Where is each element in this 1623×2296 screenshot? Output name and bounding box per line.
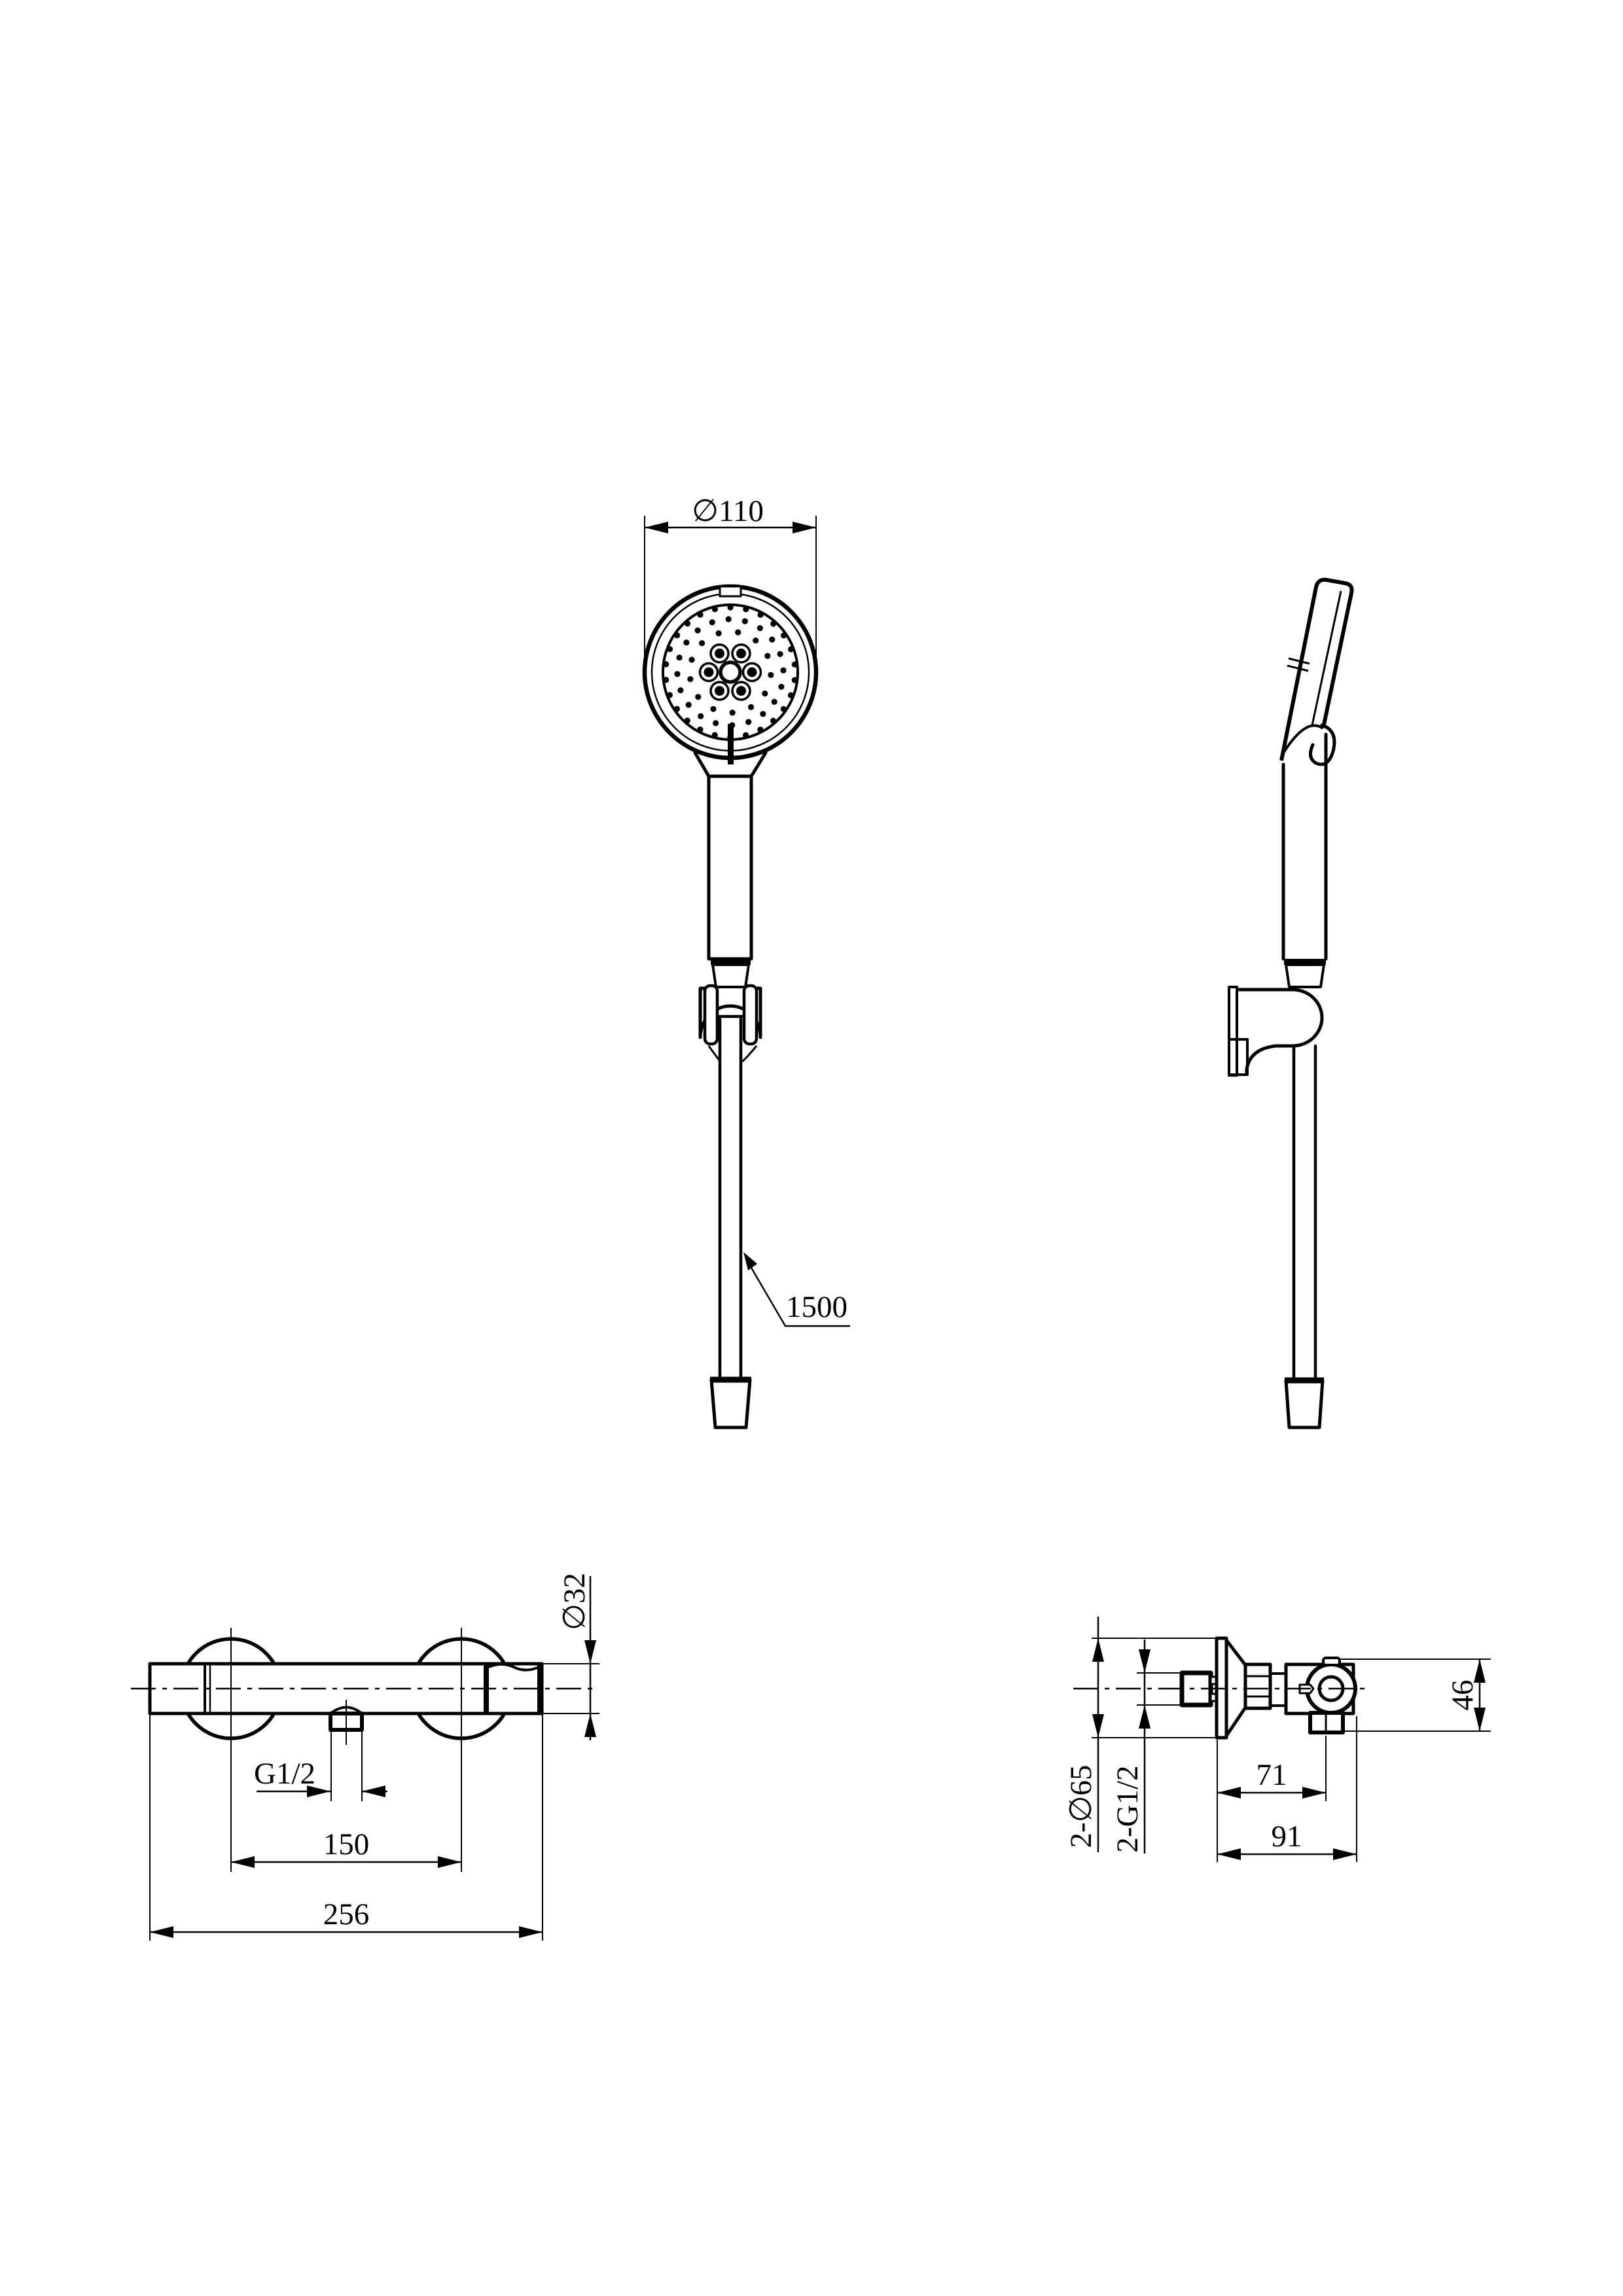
dim-body-diameter (543, 1573, 599, 1740)
handle-side (1283, 734, 1326, 959)
dim-body-height (1341, 1659, 1491, 1731)
shower-front-view (645, 494, 850, 1427)
hose-front (720, 1019, 741, 1380)
diverter-tab (1323, 1658, 1340, 1665)
port-spacing-label: 150 (323, 1827, 370, 1861)
hose-end-side (1286, 1380, 1323, 1427)
body-diameter-label: ∅32 (558, 1573, 592, 1630)
inlet-threads-label: 2-G1/2 (1111, 1765, 1145, 1853)
outlet-thread-label: G1/2 (254, 1757, 315, 1791)
head-diameter-label: ∅110 (692, 494, 764, 528)
holder-side (1229, 987, 1322, 1075)
wall-to-front-label: 91 (1271, 1820, 1302, 1854)
dim-head-diameter (645, 494, 816, 664)
shower-side-view (1229, 580, 1352, 1427)
body-height-label: 46 (1446, 1679, 1480, 1711)
escutcheons-label: 2-∅65 (1064, 1765, 1098, 1848)
mixer-side-view (1064, 1617, 1491, 1862)
dim-outlet-thread (254, 1730, 387, 1801)
mixer-front-view (131, 1573, 599, 1941)
dim-port-spacing (231, 1827, 461, 1868)
dim-inlet-threads (1111, 1640, 1182, 1854)
face-marker (728, 724, 734, 764)
hose-length-label: 1500 (786, 1290, 847, 1324)
hose-side (1294, 1046, 1315, 1380)
handle-front (709, 776, 751, 959)
overall-width-label: 256 (323, 1897, 370, 1931)
dim-hose-length (743, 1252, 850, 1326)
hose-end-front (711, 1380, 750, 1427)
holder-front (700, 986, 760, 1062)
wall-to-outlet-label: 71 (1256, 1758, 1287, 1792)
locking-nut (1245, 1664, 1270, 1708)
